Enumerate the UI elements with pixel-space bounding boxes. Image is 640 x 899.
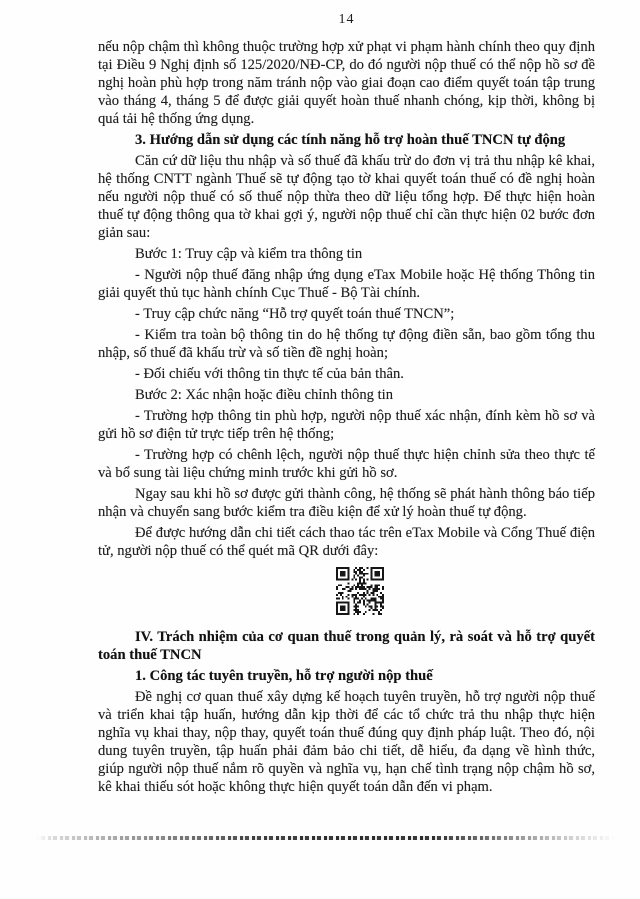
bullet-item: - Trường hợp có chênh lệch, người nộp thuế thực hiện chỉnh sửa theo thực tế và bổ sung tài liệu chứng minh trước khi gửi hồ sơ. (98, 447, 595, 481)
bullet-item: - Trường hợp thông tin phù hợp, người nộp thuế xác nhận, đính kèm hồ sơ và gửi hồ sơ điện tử trực tiếp trên hệ thống; (98, 408, 595, 442)
step-label: Bước 2: Xác nhận hoặc điều chỉnh thông tin (135, 387, 393, 403)
paragraph: Ngay sau khi hồ sơ được gửi thành công, hệ thống sẽ phát hành thông báo tiếp nhận và chuyển sang bước kiểm tra điều kiện để xử lý hoàn thuế tự động. (98, 486, 595, 520)
bullet-item: - Truy cập chức năng “Hỗ trợ quyết toán thuế TNCN”; (135, 306, 455, 322)
section-heading: 3. Hướng dẫn sử dụng các tính năng hỗ trợ hoàn thuế TNCN tự động (135, 132, 566, 148)
qr-code-image (111, 567, 608, 620)
paragraph: nếu nộp chậm thì không thuộc trường hợp xử phạt vi phạm hành chính theo quy định tại Điều 9 Nghị định số 125/2020/NĐ-CP, do đó người nộp thuế có thể nộp hồ sơ đề nghị hoàn phù hợp trong năm tránh nộp vào giai đoạn cao điểm quyết toán tập trung vào tháng 4, tháng 5 để được giải quyết hoàn thuế nhanh chóng, kịp thời, không bị quá tải hệ thống ứng dụng. (98, 39, 595, 127)
paragraph: Để được hướng dẫn chi tiết cách thao tác trên eTax Mobile và Cổng Thuế điện tử, người nộp thuế có thể quét mã QR dưới đây: (98, 525, 595, 559)
bullet-item: - Kiểm tra toàn bộ thông tin do hệ thống tự động điền sẵn, bao gồm tổng thu nhập, số thuế đã khấu trừ và số tiền đề nghị hoàn; (98, 327, 595, 361)
paragraph: Đề nghị cơ quan thuế xây dựng kế hoạch tuyên truyền, hỗ trợ người nộp thuế và triển khai tập huấn, hướng dẫn kịp thời để các tổ chức trả thu nhập thực hiện nghĩa vụ khai thay, nộp thay, quyết toán thuế đúng quy định pháp luật. Theo đó, nội dung tuyên truyền, tập huấn phải đảm bảo chi tiết, dễ hiểu, đa dạng về hình thức, giúp người nộp thuế nắm rõ quyền và nghĩa vụ, hạn chế tình trạng nộp chậm hồ sơ, kê khai thiếu sót hoặc không thực hiện quyết toán dẫn đến vi phạm. (98, 689, 595, 795)
section-heading: IV. Trách nhiệm của cơ quan thuế trong quản lý, rà soát và hỗ trợ quyết toán thuế TNCN (98, 629, 595, 663)
scan-artifact-line (36, 836, 616, 840)
subsection-heading: 1. Công tác tuyên truyền, hỗ trợ người nộp thuế (135, 668, 433, 684)
bullet-item: - Người nộp thuế đăng nhập ứng dụng eTax Mobile hoặc Hệ thống Thông tin giải quyết thủ tục hành chính Cục Thuế - Bộ Tài chính. (98, 267, 595, 301)
step-label: Bước 1: Truy cập và kiểm tra thông tin (135, 246, 363, 262)
bullet-item: - Đối chiếu với thông tin thực tế của bản thân. (135, 366, 404, 382)
paragraph: Căn cứ dữ liệu thu nhập và số thuế đã khấu trừ do đơn vị trả thu nhập kê khai, hệ thống CNTT ngành Thuế sẽ tự động tạo tờ khai quyết toán thuế có đề nghị hoàn nếu người nộp thuế có số thuế nộp thừa theo dữ liệu tổng hợp. Để thực hiện hoàn thuế tự động thông qua tờ khai gợi ý, người nộp thuế chỉ cần thực hiện 02 bước đơn giản sau: (98, 153, 595, 241)
page-number: 14 (338, 12, 355, 27)
